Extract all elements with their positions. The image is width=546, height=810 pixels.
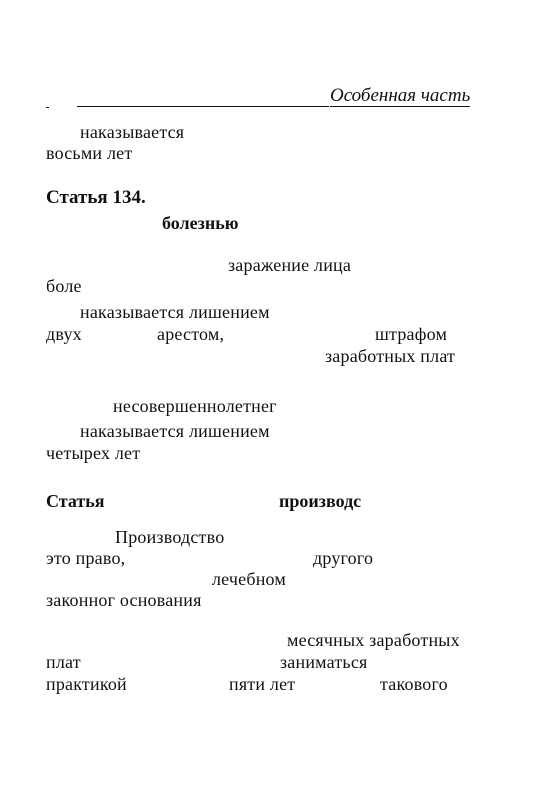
text-fragment: заниматься — [280, 652, 368, 672]
text-fragment: наказывается лишением — [80, 302, 270, 322]
article-heading-continuation: болезнью — [162, 213, 239, 233]
text-fragment: восьми лет — [46, 143, 133, 163]
text-fragment: боле — [46, 276, 82, 296]
text-fragment: четырех лет — [46, 443, 141, 463]
header-tick-mark — [46, 107, 49, 108]
running-title: Особенная часть — [330, 85, 471, 106]
article-heading-134: Статья 134. — [46, 187, 146, 208]
article-heading: Статья — [46, 491, 105, 511]
header-rule — [77, 106, 329, 107]
text-fragment: другого — [313, 548, 374, 568]
text-fragment: это право, — [46, 548, 126, 568]
text-fragment: месячных заработных — [287, 630, 460, 650]
text-fragment: лечебном — [212, 569, 287, 589]
text-fragment: плат — [46, 652, 81, 672]
text-fragment: арестом, — [157, 324, 225, 344]
text-fragment: наказывается — [80, 122, 185, 142]
article-heading-continuation: производс — [279, 491, 362, 511]
text-fragment: заработных плат — [325, 346, 456, 366]
text-fragment: такового — [380, 674, 448, 694]
text-fragment: практикой — [46, 674, 127, 694]
text-fragment: двух — [46, 324, 82, 344]
text-fragment: наказывается лишением — [80, 421, 270, 441]
text-fragment: Производство — [115, 527, 225, 547]
text-fragment: пяти лет — [229, 674, 296, 694]
text-fragment: несовершеннолетнег — [113, 396, 277, 416]
text-fragment: заражение лица — [228, 255, 352, 275]
text-fragment: штрафом — [375, 324, 448, 344]
text-fragment: законног основания — [46, 590, 202, 610]
